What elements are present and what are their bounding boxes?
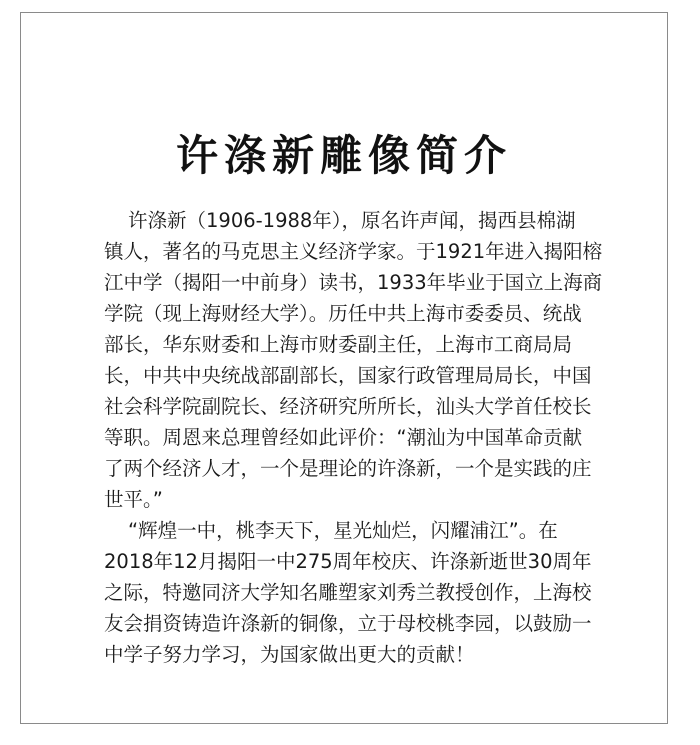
paragraph-1-line-8: 等职。周恩来总理曾经如此评价：“潮汕为中国革命贡献 — [104, 426, 583, 449]
paragraph-1-line-3: 江中学（揭阳一中前身）读书，1933年毕业于国立上海商 — [104, 271, 603, 294]
paragraph-2-line-4: 友会捐资铸造许涤新的铜像，立于母校桃李园，以鼓励一 — [104, 612, 592, 635]
paragraph-2-line-2: 2018年12月揭阳一中275周年校庆、许涤新逝世30周年 — [104, 550, 592, 573]
paragraph-1-line-6: 长，中共中央统战部副部长，国家行政管理局局长，中国 — [104, 364, 592, 387]
paragraph-1-line-1: 许涤新（1906-1988年），原名许声闻，揭西县棉湖 — [128, 209, 576, 232]
paragraph-1-line-5: 部长，华东财委和上海市财委副主任，上海市工商局局 — [104, 333, 573, 356]
paragraph-1-line-4: 学院（现上海财经大学）。历任中共上海市委委员、统战 — [104, 302, 582, 325]
paragraph-1-line-2: 镇人，著名的马克思主义经济学家。于1921年进入揭阳榕 — [104, 240, 603, 263]
document-body — [104, 205, 616, 670]
paragraph-2-line-3: 之际，特邀同济大学知名雕塑家刘秀兰教授创作，上海校 — [104, 581, 592, 604]
paragraph-2-line-5: 中学子努力学习，为国家做出更大的贡献！ — [104, 643, 475, 666]
paragraph-2-line-1: “辉煌一中，桃李天下，星光灿烂，闪耀浦江”。在 — [128, 519, 558, 542]
paragraph-1-line-7: 社会科学院副院长、经济研究所所长，汕头大学首任校长 — [104, 395, 592, 418]
document-title: 许涤新雕像简介 — [175, 131, 512, 180]
paragraph-1-line-9: 了两个经济人才，一个是理论的许涤新，一个是实践的庄 — [104, 457, 592, 480]
paragraph-1-line-10: 世平。” — [104, 488, 163, 511]
